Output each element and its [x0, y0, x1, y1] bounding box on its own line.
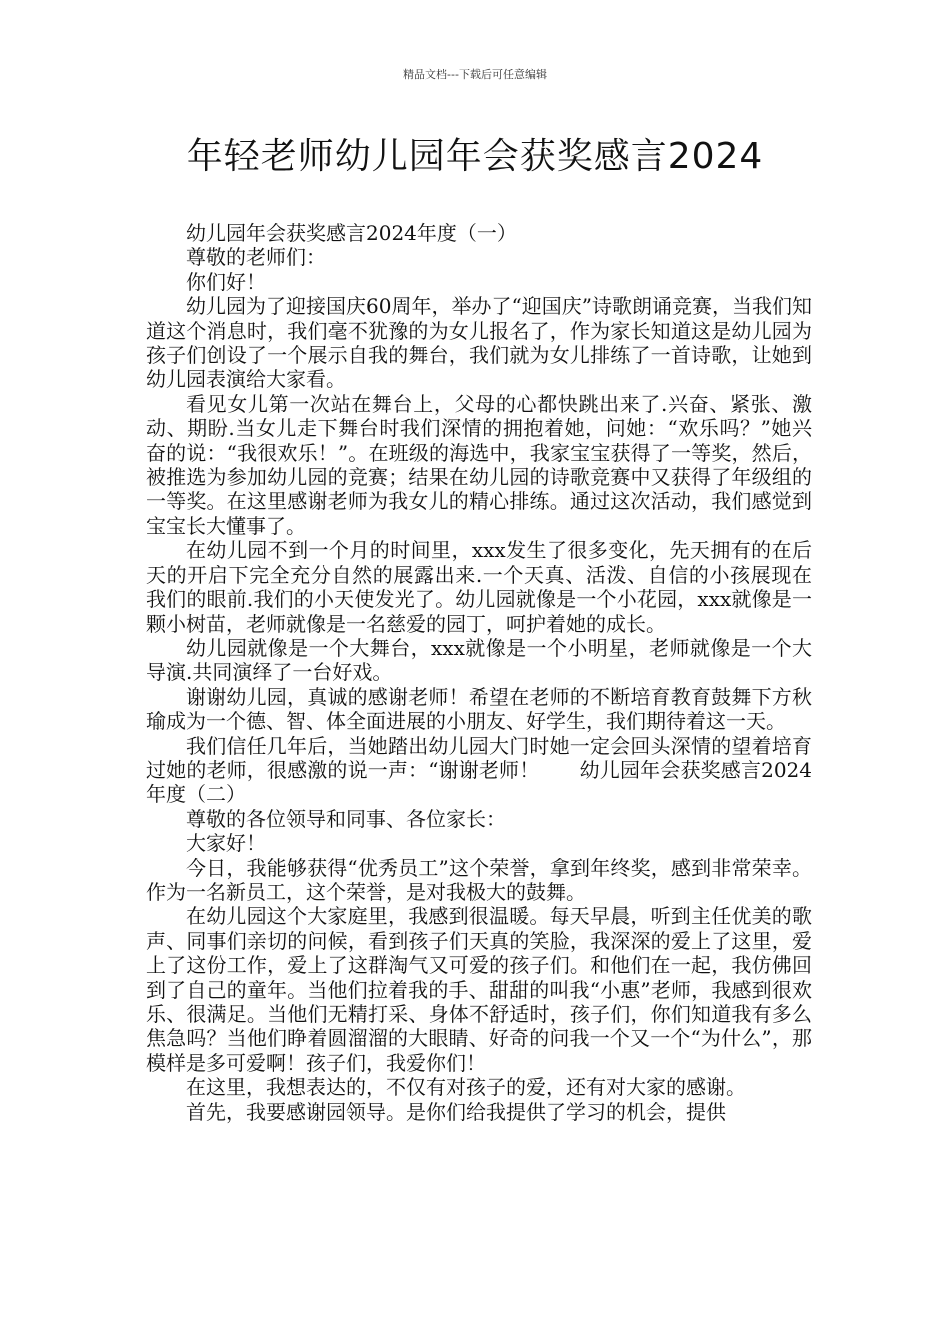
- paragraph: 首先，我要感谢园领导。是你们给我提供了学习的机会，提供: [186, 1099, 726, 1124]
- paragraph: 看见女儿第一次站在舞台上，父母的心都快跳出来了.兴奋、紧张、激动、期盼.当女儿走下舞台时我们深情的拥抱着她，问她：“欢乐吗？”她兴奋的说：“我很欢乐！”。在班级的海选中，我家宝宝获得了一等奖，然后，被推选为参加幼儿园的竞赛；结果在幼儿园的诗歌竞赛中又获得了年级组的一等奖。在这里感谢老师为我女儿的精心排练。通过这次活动，我们感觉到宝宝长大懂事了。: [146, 391, 812, 538]
- paragraph: 在这里，我想表达的，不仅有对孩子的爱，还有对大家的感谢。: [186, 1075, 746, 1100]
- paragraph: 幼儿园年会获奖感言2024年度（一）: [186, 221, 517, 245]
- paragraph: 在幼儿园不到一个月的时间里，xxx发生了很多变化，先天拥有的在后天的开启下完全充分自然的展露出来.一个天真、活泼、自信的小孩展现在我们的眼前.我们的小天使发光了。幼儿园就像是一个小花园，xxx就像是一颗小树苗，老师就像是一名慈爱的园丁，呵护着她的成长。: [146, 538, 812, 636]
- paragraph: 尊敬的各位领导和同事、各位家长：: [186, 806, 506, 831]
- paragraph: 你们好！: [186, 269, 266, 294]
- document-title: 年轻老师幼儿园年会获奖感言2024: [186, 136, 764, 177]
- paragraph: 大家好！: [186, 831, 266, 856]
- document-body: [146, 221, 812, 1124]
- paragraph: 幼儿园为了迎接国庆60周年，举办了“迎国庆”诗歌朗诵竞赛，当我们知道这个消息时，我们毫不犹豫的为女儿报名了，作为家长知道这是幼儿园为孩子们创设了一个展示自我的舞台，我们就为女儿排练了一首诗歌，让她到幼儿园表演给大家看。: [146, 294, 812, 392]
- paragraph: 我们信任几年后，当她踏出幼儿园大门时她一定会回头深情的望着培育过她的老师，很感激的说一声：“谢谢老师！ 幼儿园年会获奖感言2024年度（二）: [146, 733, 812, 807]
- paragraph: 谢谢幼儿园，真诚的感谢老师！希望在老师的不断培育教育鼓舞下方秋瑜成为一个德、智、体全面进展的小朋友、好学生，我们期待着这一天。: [146, 684, 812, 734]
- paragraph: 幼儿园就像是一个大舞台，xxx就像是一个小明星，老师就像是一个大导演.共同演绎了一台好戏。: [146, 635, 812, 685]
- paragraph: 尊敬的老师们：: [186, 245, 326, 270]
- header-note: 精品文档---下载后可任意编辑: [403, 68, 547, 81]
- paragraph: 今日，我能够获得“优秀员工”这个荣誉，拿到年终奖，感到非常荣幸。作为一名新员工，这个荣誉，是对我极大的鼓舞。: [146, 855, 812, 904]
- paragraph: 在幼儿园这个大家庭里，我感到很温暖。每天早晨，听到主任优美的歌声、同事们亲切的问候，看到孩子们天真的笑脸，我深深的爱上了这里，爱上了这份工作，爱上了这群淘气又可爱的孩子们。和他们在一起，我仿佛回到了自己的童年。当他们拉着我的手、甜甜的叫我“小惠”老师，我感到很欢乐、很满足。当他们无精打采、身体不舒适时，孩子们，你们知道我有多么焦急吗？当他们睁着圆溜溜的大眼睛、好奇的问我一个又一个“为什么”，那模样是多可爱啊！孩子们，我爱你们！: [146, 904, 812, 1075]
